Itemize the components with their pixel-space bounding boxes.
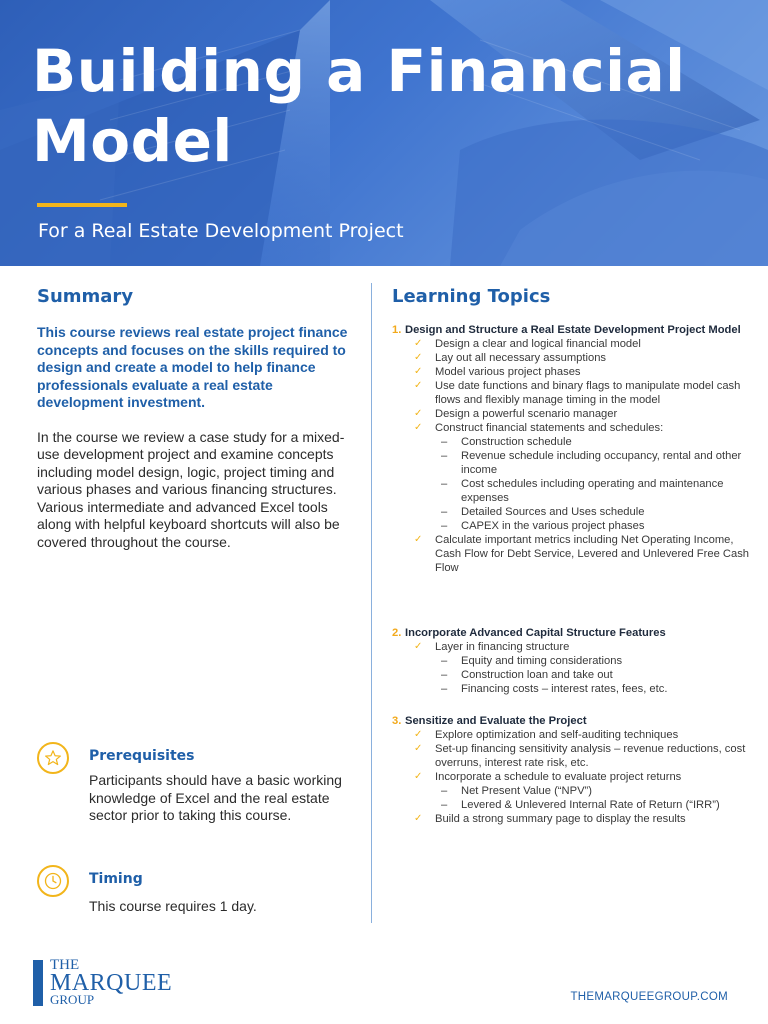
- title-accent-rule: [37, 203, 127, 207]
- topic-list: [392, 728, 754, 826]
- marquee-group-logo: [33, 958, 203, 1008]
- logo-text-marquee: MARQUEE: [50, 970, 173, 996]
- sub-list-item: – Financing costs – interest rates, fees, etc.: [392, 682, 754, 696]
- topic-title: Sensitize and Evaluate the Project: [405, 715, 587, 727]
- logo-text-group: GROUP: [50, 992, 95, 1007]
- topic-title: Design and Structure a Real Estate Development Project Model: [405, 324, 741, 336]
- page-subtitle: For a Real Estate Development Project: [38, 220, 404, 242]
- sub-list-item: – Levered & Unlevered Internal Rate of Return (“IRR”): [392, 798, 754, 812]
- page-title: [32, 36, 732, 176]
- website-link[interactable]: THEMARQUEEGROUP.COM: [570, 991, 728, 1003]
- prerequisites-title: Prerequisites: [89, 748, 195, 764]
- summary-heading: Summary: [37, 286, 134, 307]
- summary-lead-text: This course reviews real estate project finance concepts and focuses on the skills required to design and create a model to help finance professionals evaluate a real estate development investment.: [37, 324, 348, 410]
- sub-list-item: – Net Present Value (“NPV”): [392, 784, 754, 798]
- sub-list-item: – Construction schedule: [392, 435, 754, 449]
- summary-body-text: In the course we review a case study for a mixed-use development project and examine concepts including model design, logic, project timing and various phases and various financing structures. Various intermediate and advanced Excel tools along with helpful keyboard shortcuts will also be covered throughout the course.: [37, 428, 345, 550]
- list-item: ✓ Build a strong summary page to display the results: [392, 812, 754, 826]
- sub-list-item: – Equity and timing considerations: [392, 654, 754, 668]
- list-item: ✓ Lay out all necessary assumptions: [392, 351, 754, 365]
- page-title-line-1: Building a Financial: [32, 37, 686, 105]
- list-item: ✓ Design a powerful scenario manager: [392, 407, 754, 421]
- list-item: ✓ Set-up financing sensitivity analysis – revenue reductions, cost overruns, interest rate risk, etc.: [392, 742, 754, 770]
- topic-1: [392, 323, 754, 575]
- list-item: ✓ Explore optimization and self-auditing techniques: [392, 728, 754, 742]
- prerequisites-text: Participants should have a basic working knowledge of Excel and the real estate sector prior to taking this course.: [89, 772, 342, 823]
- timing-title: Timing: [89, 871, 143, 887]
- sub-list-item: – Cost schedules including operating and maintenance expenses: [392, 477, 754, 505]
- sub-list-item: – CAPEX in the various project phases: [392, 519, 754, 533]
- learning-topics-header: [392, 286, 752, 308]
- clock-icon: [37, 865, 69, 897]
- topic-number: 2.: [392, 627, 402, 639]
- list-item: ✓ Use date functions and binary flags to manipulate model cash flows and flexibly manage timing in the model: [392, 379, 754, 407]
- page-title-line-2: Model: [32, 107, 233, 175]
- list-item: ✓ Incorporate a schedule to evaluate project returns: [392, 770, 754, 784]
- list-item: ✓ Construct financial statements and schedules:: [392, 421, 754, 435]
- list-item: ✓ Design a clear and logical financial model: [392, 337, 754, 351]
- sub-list-item: – Detailed Sources and Uses schedule: [392, 505, 754, 519]
- topic-list: [392, 640, 754, 696]
- topic-heading: [392, 323, 754, 337]
- timing-text: This course requires 1 day.: [89, 898, 257, 914]
- learning-topics-heading: Learning Topics: [392, 286, 551, 307]
- sub-list-item: – Revenue schedule including occupancy, rental and other income: [392, 449, 754, 477]
- list-item: ✓ Model various project phases: [392, 365, 754, 379]
- topic-3: [392, 714, 754, 826]
- topic-heading: [392, 626, 754, 640]
- hero-banner: [0, 0, 768, 266]
- topic-heading: [392, 714, 754, 728]
- list-item: ✓ Layer in financing structure: [392, 640, 754, 654]
- logo-text-the: THE: [50, 957, 80, 973]
- topic-number: 3.: [392, 715, 402, 727]
- topic-title: Incorporate Advanced Capital Structure Features: [405, 627, 666, 639]
- column-divider: [371, 283, 372, 923]
- topic-2: [392, 626, 754, 696]
- topic-number: 1.: [392, 324, 402, 336]
- star-icon: [37, 742, 69, 774]
- list-item: ✓ Calculate important metrics including Net Operating Income, Cash Flow for Debt Service, Levered and Unlevered Free Cash Flow: [392, 533, 754, 575]
- sub-list-item: – Construction loan and take out: [392, 668, 754, 682]
- topic-list: [392, 337, 754, 575]
- summary-section: [37, 286, 349, 551]
- logo-bar: [33, 960, 43, 1006]
